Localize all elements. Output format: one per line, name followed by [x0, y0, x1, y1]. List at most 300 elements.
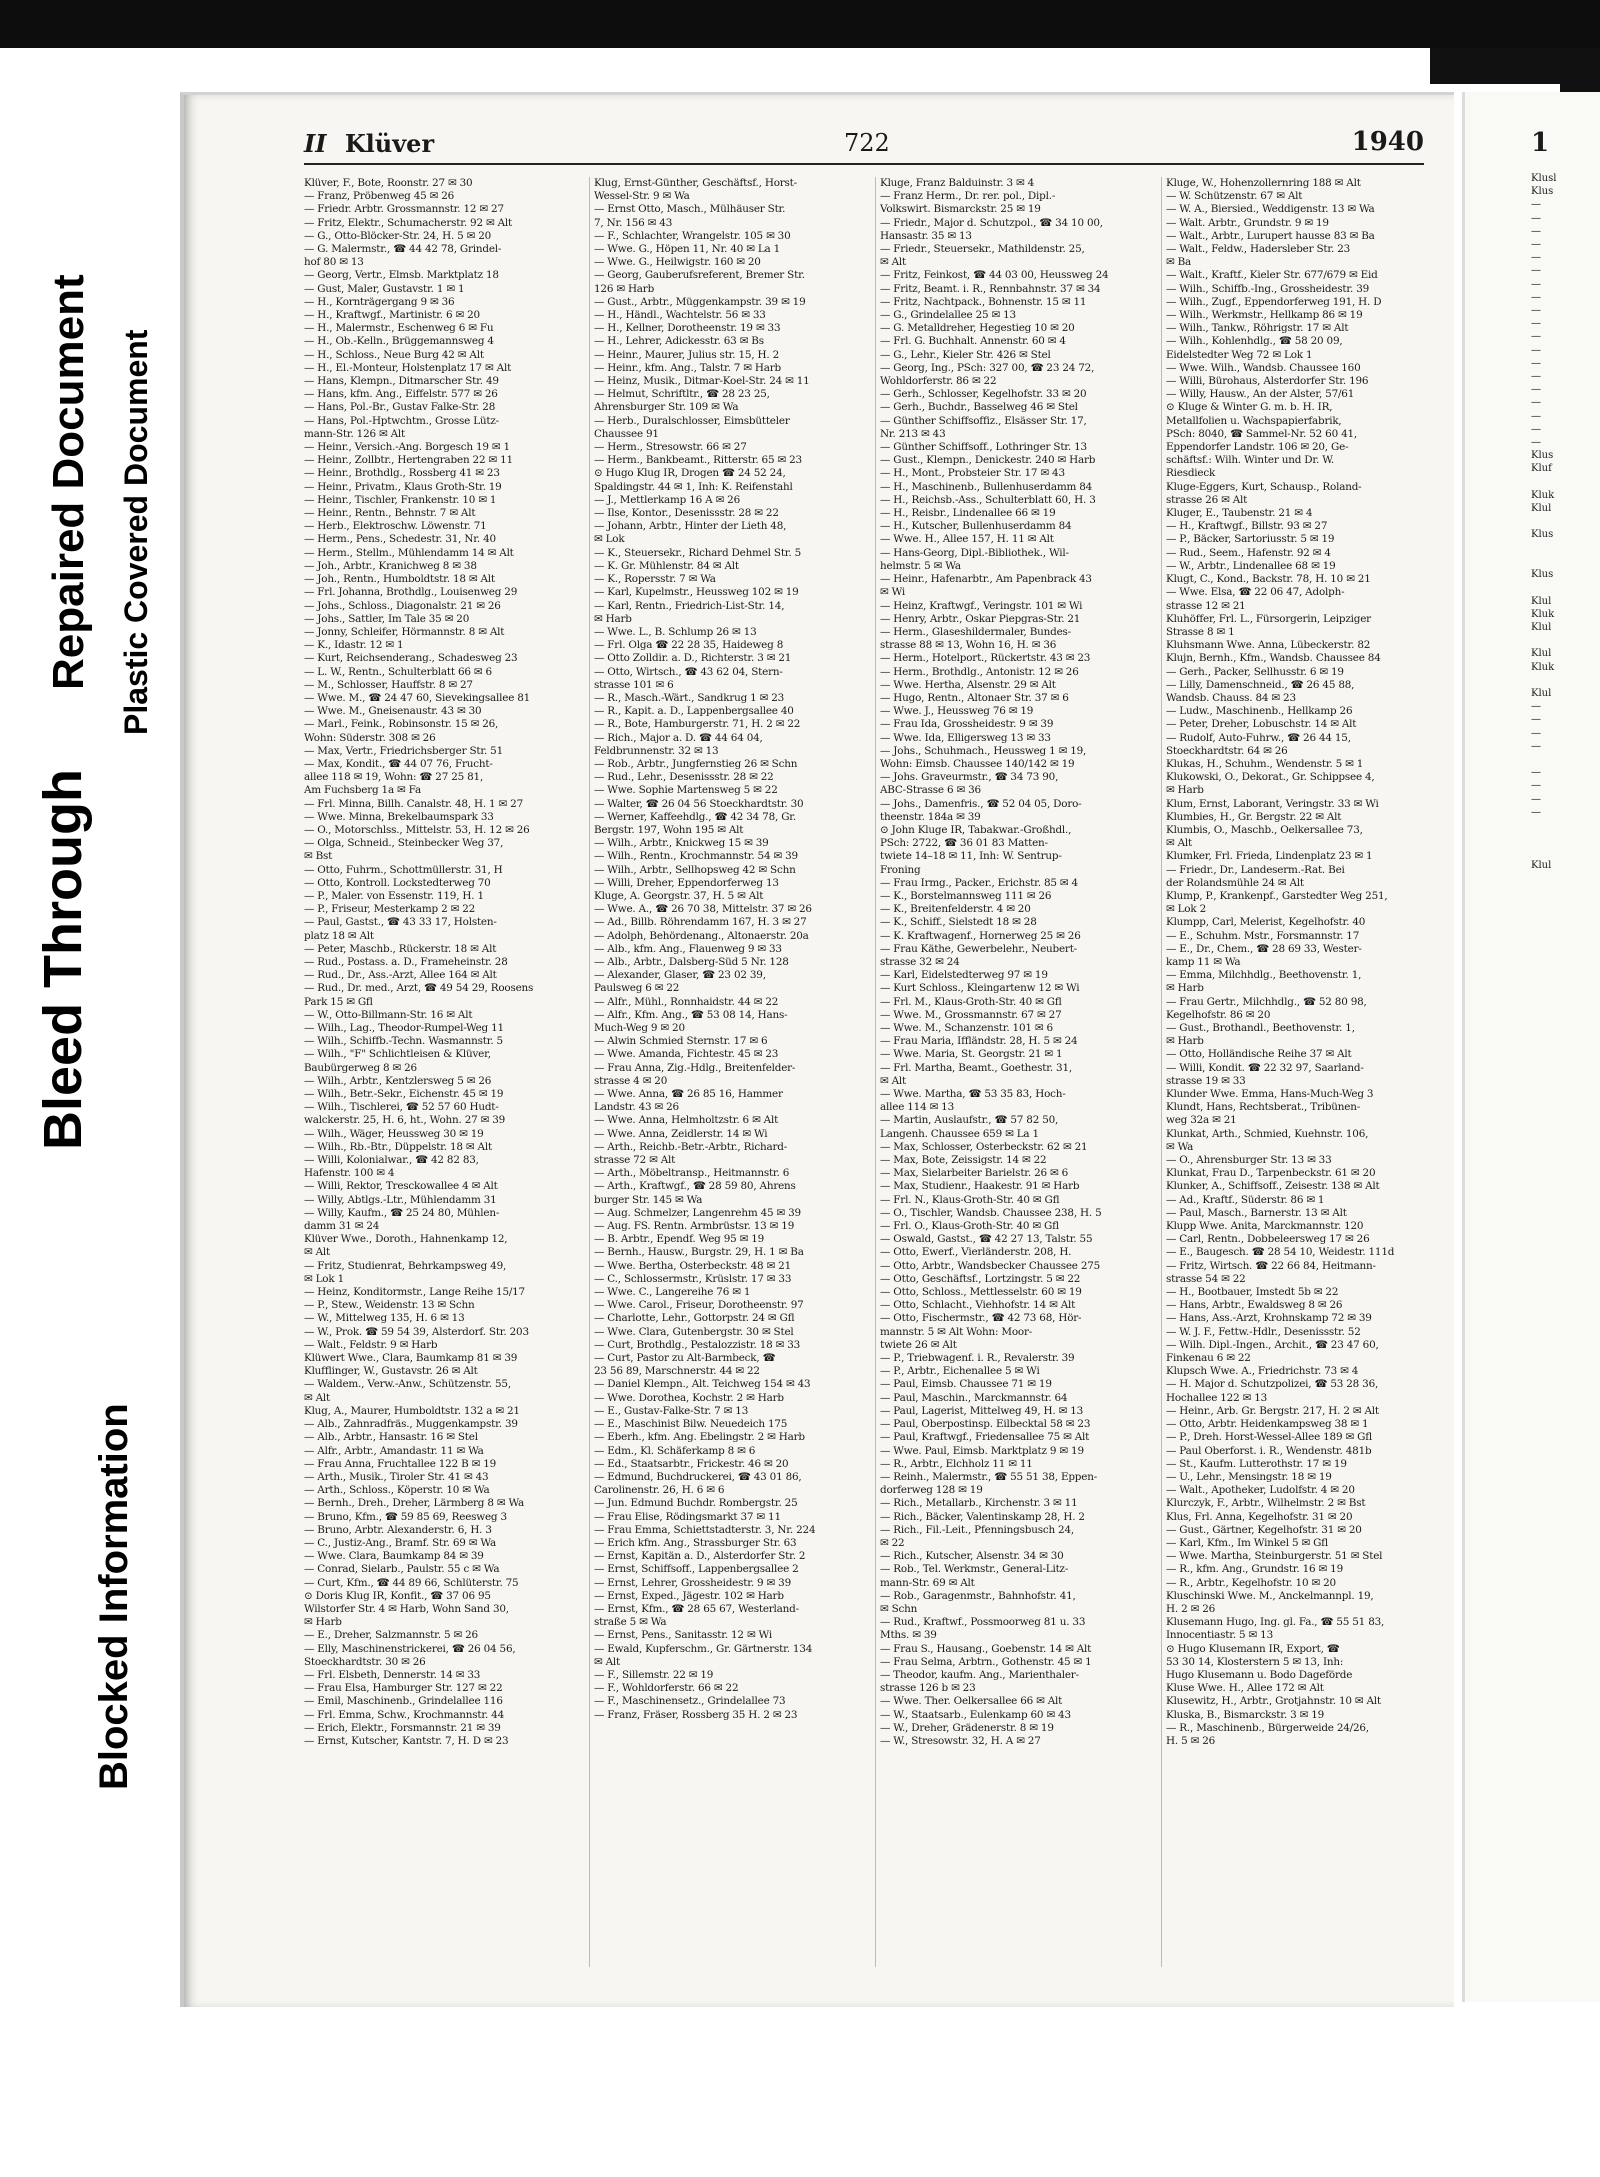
adjacent-page-column — [1531, 172, 1600, 1952]
listing-entry: ABC-Strasse 6 ✉ 36 — [880, 784, 981, 797]
listing-entry: — Wilh., Werkmstr., Hellkamp 86 ✉ 19 — [1166, 309, 1363, 322]
listing-entry: — B. Arbtr., Ependf. Weg 95 ✉ 19 — [594, 1233, 765, 1246]
adjacent-entry: — — [1531, 727, 1541, 739]
listing-entry: — L. W., Rentn., Schulterblatt 66 ✉ 6 — [304, 665, 492, 678]
listing-entry: — Paul, Maschin., Marckmannstr. 64 — [880, 1391, 1068, 1404]
listing-entry: — St., Kaufm. Lutterothstr. 17 ✉ 19 — [1166, 1457, 1347, 1470]
directory-page — [180, 92, 1454, 2007]
listing-entry: — Daniel Klempn., Alt. Teichweg 154 ✉ 43 — [594, 1378, 811, 1391]
listing-entry: — Willi, Bürohaus, Alsterdorfer Str. 196 — [1166, 375, 1369, 388]
listing-entry: — Franz Herm., Dr. rer. pol., Dipl.- — [880, 190, 1056, 203]
listing-entry: Wandsb. Chauss. 84 ✉ 23 — [1166, 691, 1296, 704]
listing-entry: PSch: 2722, ☎ 36 01 83 Matten- — [880, 837, 1048, 850]
listing-entry: — Wilh., Schiffb.-Ing., Grossheidestr. 39 — [1166, 282, 1370, 295]
listing-entry: — Wwe. Anna, Zeidlerstr. 14 ✉ Wi — [594, 1127, 768, 1140]
listing-entry: Klunker, A., Schiffsoff., Zeisestr. 138 ✉ Alt — [1166, 1180, 1380, 1193]
listing-entry: — Wwe. Wilh., Wandsb. Chaussee 160 — [1166, 361, 1361, 374]
listing-entry: Riesdieck — [1166, 467, 1216, 480]
listing-entry: Nr. 213 ✉ 43 — [880, 427, 946, 440]
listing-entry: — Wwe. Maria, St. Georgstr. 21 ✉ 1 — [880, 1048, 1063, 1061]
listing-entry: Klus, Frl. Anna, Kegelhofstr. 31 ✉ 20 — [1166, 1510, 1353, 1523]
listing-entry: — Rudolf, Auto-Fuhrw., ☎ 26 44 15, — [1166, 731, 1351, 744]
listing-entry: — Walt., Kraftf., Kieler Str. 677/679 ✉ Eid — [1166, 269, 1378, 282]
listing-entry: — Arth., Möbeltransp., Heitmannstr. 6 — [594, 1167, 790, 1180]
listing-entry: — Rich., Major a. D. ☎ 44 64 04, — [594, 731, 763, 744]
listing-entry: — Fritz, Studienrat, Behrkampsweg 49, — [304, 1259, 507, 1272]
listing-entry: — Rud., Dr., Ass.-Arzt, Allee 164 ✉ Alt — [304, 969, 497, 982]
listing-entry: — Rud., Postass. a. D., Frameheinstr. 28 — [304, 955, 508, 968]
listing-entry: — Hans, Pol.-Br., Gustav Falke-Str. 28 — [304, 401, 496, 414]
listing-entry: Kluska, B., Bismarckstr. 3 ✉ 19 — [1166, 1708, 1325, 1721]
adjacent-entry: Klul — [1531, 595, 1552, 607]
listing-entry: — Rob., Tel. Werkmstr., General-Litz- — [880, 1563, 1069, 1576]
listing-entry: — Martin, Auslaufstr., ☎ 57 82 50, — [880, 1114, 1059, 1127]
column-2 — [589, 177, 871, 1967]
listing-entry: — Otto, Holländische Reihe 37 ✉ Alt — [1166, 1048, 1352, 1061]
listing-entry: ✉ Bst — [304, 850, 333, 863]
listing-entry: — Wilh., Rentn., Krochmannstr. 54 ✉ 39 — [594, 850, 798, 863]
listing-entry: ✉ Lok 2 — [1166, 903, 1206, 916]
listing-entry: — Ernst, Kapitän a. D., Alsterdorfer Str. 2 — [594, 1550, 806, 1563]
listing-entry: Eidelstedter Weg 72 ✉ Lok 1 — [1166, 348, 1313, 361]
listing-entry: — Wilh., Arbtr., Kentzlersweg 5 ✉ 26 — [304, 1074, 492, 1087]
listing-entry: ✉ Harb — [594, 612, 632, 625]
adjacent-entry: — — [1531, 437, 1541, 449]
listing-entry: mann-Str. 126 ✉ Alt — [304, 427, 406, 440]
listing-entry: — Alwin Schmied Sternstr. 17 ✉ 6 — [594, 1035, 768, 1048]
listing-entry: — Joh., Rentn., Humboldtstr. 18 ✉ Alt — [304, 573, 495, 586]
listing-entry: — Ad., Kraftf., Süderstr. 86 ✉ 1 — [1166, 1193, 1325, 1206]
listing-entry: — Otto, Schlacht., Viehhofstr. 14 ✉ Alt — [880, 1299, 1076, 1312]
adjacent-entry: — — [1531, 410, 1541, 422]
listing-entry: — Wwe. Martha, Steinburgerstr. 51 ✉ Stel — [1166, 1550, 1383, 1563]
listing-entry: — Georg, Ing., PSch: 327 00, ☎ 23 24 72, — [880, 361, 1095, 374]
listing-entry: — Gerh., Schlosser, Kegelhofstr. 33 ✉ 20 — [880, 388, 1087, 401]
listing-entry: — H., Reichsb.-Ass., Schulterblatt 60, H. 3 — [880, 493, 1096, 506]
listing-entry: — Aug. Schmelzer, Langenrehm 45 ✉ 39 — [594, 1206, 801, 1219]
listing-entry: ⊙ Hugo Klusemann IR, Export, ☎ — [1166, 1642, 1340, 1655]
listing-entry: Klumpp, Carl, Melerist, Kegelhofstr. 40 — [1166, 916, 1366, 929]
listing-entry: — Heinr., Maurer, Julius str. 15, H. 2 — [594, 348, 779, 361]
listing-entry: — P., Maler. von Essenstr. 119, H. 1 — [304, 889, 484, 902]
listing-entry: — G. Metalldreher, Hegestieg 10 ✉ 20 — [880, 322, 1075, 335]
listing-entry: — Curt, Pastor zu Alt-Barmbeck, ☎ — [594, 1352, 776, 1365]
listing-entry: — Heinr., kfm. Ang., Talstr. 7 ✉ Harb — [594, 361, 781, 374]
listing-entry: Kluger, E., Taubenstr. 21 ✉ 4 — [1166, 507, 1313, 520]
listing-entry: — Henry, Arbtr., Oskar Piepgras-Str. 21 — [880, 612, 1081, 625]
listing-entry: strasse 4 ✉ 20 — [594, 1074, 668, 1087]
listing-entry: — Wwe. Amanda, Fichtestr. 45 ✉ 23 — [594, 1048, 779, 1061]
listing-entry: — Conrad, Sielarb., Paulstr. 55 c ✉ Wa — [304, 1563, 500, 1576]
listing-entry: — Edm., Kl. Schäferkamp 8 ✉ 6 — [594, 1444, 756, 1457]
listing-entry: damm 31 ✉ 24 — [304, 1220, 380, 1233]
adjacent-entry — [1531, 819, 1600, 832]
listing-entry: — H., Ob.-Kelln., Brüggemannsweg 4 — [304, 335, 494, 348]
listing-entry: — Max, Bote, Zeissigstr. 14 ✉ 22 — [880, 1154, 1047, 1167]
listing-entry: — Hans, kfm. Ang., Eiffelstr. 577 ✉ 26 — [304, 388, 498, 401]
adjacent-entry: — — [1531, 225, 1541, 237]
listing-entry: — F., Schlachter, Wrangelstr. 105 ✉ 30 — [594, 229, 791, 242]
listing-entry: — Eberh., kfm. Ang. Ebelingstr. 2 ✉ Harb — [594, 1431, 805, 1444]
listing-entry: — Heinz, Musik., Ditmar-Koel-Str. 24 ✉ 11 — [594, 375, 810, 388]
listing-entry: — F., Sillemstr. 22 ✉ 19 — [594, 1668, 714, 1681]
column-3 — [875, 177, 1157, 1967]
listing-entry: — Herb., Elektroschw. Löwenstr. 71 — [304, 520, 487, 533]
listing-entry: weg 32a ✉ 21 — [1166, 1114, 1237, 1127]
listing-entry: — Walt., Arbtr., Lurupert hausse 83 ✉ Ba — [1166, 229, 1375, 242]
adjacent-entry: Klus — [1531, 186, 1554, 198]
listing-entry: — H., El.-Monteur, Holstenplatz 17 ✉ Alt — [304, 361, 512, 374]
listing-entry: — Jun. Edmund Buchdr. Rombergstr. 25 — [594, 1497, 798, 1510]
listing-entry: — Paul, Gastst., ☎ 43 33 17, Holsten- — [304, 916, 497, 929]
listing-entry: — Wwe. A., ☎ 26 70 38, Mittelstr. 37 ✉ 26 — [594, 903, 812, 916]
adjacent-entry: — — [1531, 780, 1541, 792]
adjacent-entry: — — [1531, 318, 1541, 330]
listing-entry: — Helmut, Schriftltr., ☎ 28 23 25, — [594, 388, 770, 401]
listing-entry: — W. J. F., Fettw.-Hdlr., Desenissstr. 52 — [1166, 1325, 1361, 1338]
listing-entry: — P., Arbtr., Eichenallee 5 ✉ Wi — [880, 1365, 1040, 1378]
listing-entry: Klump, P., Krankenpf., Garstedter Weg 251, — [1166, 889, 1388, 902]
listing-entry: Kluse Wwe. H., Allee 172 ✉ Alt — [1166, 1682, 1324, 1695]
listing-entry: strasse 101 ✉ 6 — [594, 678, 674, 691]
adjacent-entry: — — [1531, 239, 1541, 251]
listing-entry: walckerstr. 25, H. 6, ht., Wohn. 27 ✉ 39 — [304, 1114, 506, 1127]
listing-entry: — F., Wohldorferstr. 66 ✉ 22 — [594, 1682, 739, 1695]
listing-entry: — Frl. Martha, Beamt., Goethestr. 31, — [880, 1061, 1072, 1074]
listing-entry: — Ludw., Maschinenb., Hellkamp 26 — [1166, 705, 1353, 718]
listing-entry: — W. Schützenstr. 67 ✉ Alt — [1166, 190, 1303, 203]
listing-entry: — Rob., Arbtr., Jungfernstieg 26 ✉ Schn — [594, 757, 798, 770]
listing-entry: — Rud., Dr. med., Arzt, ☎ 49 54 29, Roosens — [304, 982, 534, 995]
listing-entry: Klukowski, O., Dekorat., Gr. Schippsee 4, — [1166, 771, 1375, 784]
listing-entry: strasse 88 ✉ 13, Wohn 16, H. ✉ 36 — [880, 639, 1057, 652]
listing-entry: — Frau Maria, Iffländstr. 28, H. 5 ✉ 24 — [880, 1035, 1078, 1048]
listing-entry: — E., Gustav-Falke-Str. 7 ✉ 13 — [594, 1404, 749, 1417]
listing-entry: Hansastr. 35 ✉ 13 — [880, 229, 972, 242]
listing-entry: — R., Kapit. a. D., Lappenbergsallee 40 — [594, 705, 794, 718]
listing-entry: — Joh., Arbtr., Kranichweg 8 ✉ 38 — [304, 559, 477, 572]
listing-entry: — Jonny, Schleifer, Hörmannstr. 8 ✉ Alt — [304, 625, 505, 638]
listing-entry: — Karl, Rentn., Friedrich-List-Str. 14, — [594, 599, 785, 612]
listing-entry: ✉ Harb — [1166, 784, 1204, 797]
listing-entry: Bergstr. 197, Wohn 195 ✉ Alt — [594, 823, 744, 836]
adjacent-entry: Klul — [1531, 859, 1552, 871]
listing-entry: — Wwe. Sophie Martensweg 5 ✉ 22 — [594, 784, 778, 797]
listing-entry: — Otto, Arbtr., Wandsbecker Chaussee 275 — [880, 1259, 1101, 1272]
listing-entry: — Erich kfm. Ang., Strassburger Str. 63 — [594, 1536, 797, 1549]
listing-entry: — Fritz, Feinkost, ☎ 44 03 00, Heussweg 24 — [880, 269, 1109, 282]
listing-entry: — M., Schlosser, Hauffstr. 8 ✉ 27 — [304, 678, 473, 691]
listing-entry: — Alb., kfm. Ang., Flauenweg 9 ✉ 33 — [594, 942, 782, 955]
listing-entry: — Günther Schiffsoffiz., Elsässer Str. 17, — [880, 414, 1087, 427]
listing-entry: Klukas, H., Schuhm., Wendenstr. 5 ✉ 1 — [1166, 757, 1364, 770]
listing-entry: — K. Kraftwagenf., Hornerweg 25 ✉ 26 — [880, 929, 1081, 942]
listing-entry: — Wwe. Carol., Friseur, Dorotheenstr. 97 — [594, 1299, 804, 1312]
listing-entry: — H., Malermstr., Eschenweg 6 ✉ Fu — [304, 322, 494, 335]
listing-entry: — Paul Oberforst. i. R., Wendenstr. 481b — [1166, 1444, 1372, 1457]
listing-entry: Klumbies, H., Gr. Bergstr. 22 ✉ Alt — [1166, 810, 1342, 823]
listing-entry: — W. A., Biersied., Weddigenstr. 13 ✉ Wa — [1166, 203, 1375, 216]
listing-entry: Landstr. 43 ✉ 26 — [594, 1101, 679, 1114]
listing-entry: Kluhöffer, Frl. L., Fürsorgerin, Leipziger — [1166, 612, 1371, 625]
listing-entry: — Ernst, Lehrer, Grossheidestr. 9 ✉ 39 — [594, 1576, 791, 1589]
listing-entry: — Paul, Masch., Barnerstr. 13 ✉ Alt — [1166, 1206, 1347, 1219]
listing-entry: — Curt, Brothdlg., Pestalozzistr. 18 ✉ 33 — [594, 1338, 801, 1351]
adjacent-entry: — — [1531, 423, 1541, 435]
listing-entry: — Frl. Johanna, Brothdlg., Louisenweg 29 — [304, 586, 518, 599]
listing-entry: Klunkat, Arth., Schmied, Kuehnstr. 106, — [1166, 1127, 1369, 1140]
listing-entry: Wohn: Süderstr. 308 ✉ 26 — [304, 731, 436, 744]
listing-entry: — E., Schuhm. Mstr., Forsmannstr. 17 — [1166, 929, 1360, 942]
listing-entry: — Fritz, Elektr., Schumacherstr. 92 ✉ Alt — [304, 216, 512, 229]
listing-entry: twiete 26 ✉ Alt — [880, 1338, 957, 1351]
listing-entry: — Wilh., Arbtr., Sellhopsweg 42 ✉ Schn — [594, 863, 796, 876]
adjacent-entry: — — [1531, 278, 1541, 290]
listing-entry: — Frl. Elsbeth, Dennerstr. 14 ✉ 33 — [304, 1668, 481, 1681]
listing-entry: helmstr. 5 ✉ Wa — [880, 559, 961, 572]
listing-entry: — Willi, Kondit. ☎ 22 32 97, Saarland- — [1166, 1061, 1364, 1074]
listing-entry: — Ed., Staatsarbtr., Frickestr. 46 ✉ 20 — [594, 1457, 789, 1470]
listing-entry: Wohn: Eimsb. Chaussee 140/142 ✉ 19 — [880, 757, 1075, 770]
listing-entry: — Wwe. J., Heussweg 76 ✉ 19 — [880, 705, 1034, 718]
listing-entry: — Hans, Klempn., Ditmarscher Str. 49 — [304, 375, 499, 388]
listing-entry: — O., Tischler, Wandsb. Chaussee 238, H. 5 — [880, 1206, 1102, 1219]
listing-entry: — Frau Anna, Zig.-Hdlg., Breitenfelder- — [594, 1061, 796, 1074]
listing-entry: — Otto, Wirtsch., ☎ 43 62 04, Stern- — [594, 665, 783, 678]
adjacent-entry: — — [1531, 265, 1541, 277]
listing-entry: — Friedr. Arbtr. Grossmannstr. 12 ✉ 27 — [304, 203, 504, 216]
listing-entry: — Herm., Stresowstr. 66 ✉ 27 — [594, 441, 747, 454]
listing-entry: Kluge, Franz Balduinstr. 3 ✉ 4 — [880, 177, 1035, 189]
listing-entry: 23 56 89, Marschnerstr. 44 ✉ 22 — [594, 1365, 760, 1378]
listing-entry: — Wwe. Ther. Oelkersallee 66 ✉ Alt — [880, 1695, 1063, 1708]
listing-entry: Kluschinski Wwe. M., Anckelmannpl. 19, — [1166, 1589, 1374, 1602]
listing-entry: strasse 32 ✉ 24 — [880, 955, 960, 968]
listing-entry: — G., Lehr., Kieler Str. 426 ✉ Stel — [880, 348, 1051, 361]
adjacent-entry — [1531, 634, 1600, 647]
adjacent-entry — [1531, 581, 1600, 594]
listing-entry: — Heinr., Versich.-Ang. Borgesch 19 ✉ 1 — [304, 441, 510, 454]
scanner-border-top — [0, 0, 1600, 48]
listing-entry: — Ernst, Kutscher, Kantstr. 7, H. D ✉ 23 — [304, 1734, 509, 1747]
listing-entry: Kluge-Eggers, Kurt, Schausp., Roland- — [1166, 480, 1362, 493]
listing-entry: — Wwe. Martha, ☎ 53 35 83, Hoch- — [880, 1088, 1066, 1101]
listing-entry: — Lilly, Damenschneid., ☎ 26 45 88, — [1166, 678, 1355, 691]
listing-entry: — K., Breitenfelderstr. 4 ✉ 20 — [880, 903, 1031, 916]
listing-entry: Spaldingstr. 44 ✉ 1, Inh: K. Reifenstahl — [594, 480, 793, 493]
listing-entry: — Reinh., Malermstr., ☎ 55 51 38, Eppen- — [880, 1470, 1098, 1483]
listing-entry: — Max, Sielarbeiter Barielstr. 26 ✉ 6 — [880, 1167, 1069, 1180]
listing-entry: ✉ Alt — [880, 1074, 907, 1087]
listing-entry: — Heinr., Privatm., Klaus Groth-Str. 19 — [304, 480, 502, 493]
page-number: 722 — [844, 129, 890, 157]
column-4 — [1161, 177, 1443, 1967]
listing-entry: — Hans, Ass.-Arzt, Krohnskamp 72 ✉ 39 — [1166, 1312, 1372, 1325]
adjacent-entry: — — [1531, 291, 1541, 303]
listing-entry: hof 80 ✉ 13 — [304, 256, 364, 269]
listing-entry: H. 2 ✉ 26 — [1166, 1602, 1216, 1615]
adjacent-entry: — — [1531, 806, 1541, 818]
adjacent-entry: Klus — [1531, 569, 1554, 581]
listing-entry: — Hans, Pol.-Hptwchtm., Grosse Lütz- — [304, 414, 499, 427]
listing-entry: Innocentiastr. 5 ✉ 13 — [1166, 1629, 1273, 1642]
listing-entry: — Wwe. Clara, Gutenbergstr. 30 ✉ Stel — [594, 1325, 794, 1338]
listing-entry: — Hugo, Rentn., Altonaer Str. 37 ✉ 6 — [880, 691, 1069, 704]
listing-entry: — Otto, Fischermstr., ☎ 42 73 68, Hör- — [880, 1312, 1082, 1325]
listing-entry: — Gerh., Packer, Sellhusstr. 6 ✉ 19 — [1166, 665, 1344, 678]
listing-entry: — Wwe. Dorothea, Kochstr. 2 ✉ Harb — [594, 1391, 784, 1404]
listing-entry: ✉ Alt — [594, 1655, 621, 1668]
listing-entry: — H., Händl., Wachtelstr. 56 ✉ 33 — [594, 309, 766, 322]
listing-entry: Kluhsmann Wwe. Anna, Lübeckerstr. 82 — [1166, 639, 1371, 652]
adjacent-entry — [1531, 476, 1600, 489]
listing-entry: — Arth., Reichb.-Betr.-Arbtr., Richard- — [594, 1140, 788, 1153]
listing-entry: Ahrensburger Str. 109 ✉ Wa — [594, 401, 739, 414]
listing-entry: Hafenstr. 100 ✉ 4 — [304, 1167, 395, 1180]
listing-entry: — Hans-Georg, Dipl.-Bibliothek., Wil- — [880, 546, 1069, 559]
adjacent-entry: Klul — [1531, 648, 1552, 660]
label-plastic-covered: Plastic Covered Document — [118, 329, 154, 735]
listing-entry: — Johs. Graveurmstr., ☎ 34 73 90, — [880, 771, 1059, 784]
listing-entry: — Arth., Musik., Tiroler Str. 41 ✉ 43 — [304, 1470, 489, 1483]
listing-entry: — K., Ropersstr. 7 ✉ Wa — [594, 573, 716, 586]
listing-entry: — Gerh., Buchdr., Basselweg 46 ✉ Stel — [880, 401, 1078, 414]
listing-entry: — J., Mettlerkamp 16 A ✉ 26 — [594, 493, 740, 506]
listing-entry: — Wilh., Schiffb.-Techn. Wasmannstr. 5 — [304, 1035, 503, 1048]
header-name: Klüver — [344, 129, 435, 158]
listing-entry: — Walt., Feldw., Hadersleber Str. 23 — [1166, 243, 1351, 256]
listing-entry: Strasse 8 ✉ 1 — [1166, 625, 1235, 638]
adjacent-entry: Kluk — [1531, 661, 1555, 673]
listing-entry: — G. Malermstr., ☎ 44 42 78, Grindel- — [304, 243, 502, 256]
listing-entry: — Alb., Arbtr., Dalsberg-Süd 5 Nr. 128 — [594, 955, 789, 968]
listing-entry: — O., Ahrensburger Str. 13 ✉ 33 — [1166, 1154, 1332, 1167]
listing-entry: 126 ✉ Harb — [594, 282, 655, 295]
listing-entry: — Frau Selma, Arbtrn., Gothenstr. 45 ✉ 1 — [880, 1655, 1092, 1668]
listing-entry: der Rolandsmühle 24 ✉ Alt — [1166, 876, 1304, 889]
listing-entry: Kluge, W., Hohenzollernring 188 ✉ Alt — [1166, 177, 1361, 189]
listing-entry: — Ernst, Exped., Jägestr. 102 ✉ Harb — [594, 1589, 784, 1602]
listing-entry: — Frau Käthe, Gewerbelehr., Neubert- — [880, 942, 1077, 955]
listing-entry: — Werner, Kaffeehdlg., ☎ 42 34 78, Gr. — [594, 810, 797, 823]
listing-entry: Klusewitz, H., Arbtr., Grotjahnstr. 10 ✉ Alt — [1166, 1695, 1381, 1708]
listing-entry: — Frl. Olga ☎ 22 28 35, Haideweg 8 — [594, 639, 784, 652]
listing-entry: — Max, Schlosser, Osterbeckstr. 62 ✉ 21 — [880, 1140, 1088, 1153]
listing-entry: — Otto, Arbtr. Heidenkampsweg 38 ✉ 1 — [1166, 1418, 1369, 1431]
listing-entry: — Wilh., Lag., Theodor-Rumpel-Weg 11 — [304, 1022, 504, 1034]
listing-entry: — Walter, ☎ 26 04 56 Stoeckhardtstr. 30 — [594, 797, 804, 810]
listing-entry: — Frau Gertr., Milchhdlg., ☎ 52 80 98, — [1166, 995, 1367, 1008]
listing-entry: — Emma, Milchhdlg., Beethovenstr. 1, — [1166, 969, 1362, 982]
listing-entry: — W., Otto-Billmann-Str. 16 ✉ Alt — [304, 1008, 473, 1021]
listing-entry: — P., Friseur, Mesterkamp 2 ✉ 22 — [304, 903, 476, 916]
column-1 — [304, 177, 581, 1967]
listing-entry: — Johs., Sattler, Im Tale 35 ✉ 20 — [304, 612, 470, 625]
listing-entry: Chaussee 91 — [594, 427, 659, 440]
listing-entry: ⊙ Kluge & Winter G. m. b. H. IR, — [1166, 401, 1333, 414]
listing-entry: — Curt, Kfm., ☎ 44 89 66, Schlüterstr. 75 — [304, 1576, 519, 1589]
listing-entry: — C., Schlossermstr., Krüslstr. 17 ✉ 33 — [594, 1272, 792, 1285]
listing-entry: — Olga, Schneid., Steinbecker Weg 37, — [304, 837, 504, 850]
listing-entry: ✉ Schn — [880, 1602, 918, 1615]
listing-entry: — Paul, Oberpostinsp. Eilbecktal 58 ✉ 23 — [880, 1418, 1091, 1431]
listing-entry: — R., Masch.-Wärt., Sandkrug 1 ✉ 23 — [594, 691, 785, 704]
listing-entry: — Gust., Brothandl., Beethovenstr. 1, — [1166, 1022, 1355, 1034]
listing-entry: — Frau Anna, Fruchtallee 122 B ✉ 19 — [304, 1457, 497, 1470]
listing-entry: — Johs., Schloss., Diagonalstr. 21 ✉ 26 — [304, 599, 501, 612]
listing-entry: — Gust., Arbtr., Müggenkampstr. 39 ✉ 19 — [594, 295, 806, 308]
listing-entry: PSch: 8040, ☎ Sammel-Nr. 52 60 41, — [1166, 427, 1358, 440]
listing-entry: — Heinz, Kraftwgf., Veringstr. 101 ✉ Wi — [880, 599, 1083, 612]
listing-entry: — Otto, Kontroll. Lockstedterweg 70 — [304, 876, 491, 889]
listing-entry: — Max, Studienr., Haakestr. 91 ✉ Harb — [880, 1180, 1080, 1193]
listing-entry: — R., Arbtr., Elchholz 11 ✉ 11 — [880, 1457, 1033, 1470]
listing-entry: 7, Nr. 156 ✉ 43 — [594, 216, 673, 229]
listing-entry: — Wilh., Tischlerei, ☎ 52 57 60 Hudt- — [304, 1101, 499, 1114]
listing-entry: — Gust., Gärtner, Kegelhofstr. 31 ✉ 20 — [1166, 1523, 1362, 1536]
listing-entry: — Walt., Feldstr. 9 ✉ Harb — [304, 1338, 438, 1351]
listing-entry: — Kurt, Reichsenderang., Schadesweg 23 — [304, 652, 518, 665]
listing-entry: theenstr. 184a ✉ 39 — [880, 810, 981, 823]
listing-entry: — Wwe. M., Gneisenaustr. 43 ✉ 30 — [304, 705, 482, 718]
listing-entry: — P., Dreh. Horst-Wessel-Allee 189 ✉ Gfl — [1166, 1431, 1372, 1444]
listing-entry: — Ilse, Kontor., Desenissstr. 28 ✉ 22 — [594, 507, 779, 520]
listing-entry: Klumbis, O., Maschb., Oelkersallee 73, — [1166, 823, 1363, 836]
listing-entry: — Johs., Damenfris., ☎ 52 04 05, Doro- — [880, 797, 1082, 810]
listing-entry: — W., Prok. ☎ 59 54 39, Alsterdorf. Str. 203 — [304, 1325, 529, 1338]
listing-entry: — Frau Elsa, Hamburger Str. 127 ✉ 22 — [304, 1682, 503, 1695]
listing-entry: — P., Triebwagenf. i. R., Revalerstr. 39 — [880, 1352, 1075, 1365]
listing-entry: — Kurt Schloss., Kleingartenw 12 ✉ Wi — [880, 982, 1080, 995]
listing-entry: — Rud., Kraftwf., Possmoorweg 81 u. 33 — [880, 1616, 1086, 1629]
listing-entry: strasse 126 b ✉ 23 — [880, 1682, 976, 1695]
listing-entry: — Ernst, Pens., Sanitasstr. 12 ✉ Wi — [594, 1629, 772, 1642]
adjacent-entry — [1531, 515, 1600, 528]
listing-entry: — Frau Irmg., Packer., Erichstr. 85 ✉ 4 — [880, 876, 1078, 889]
listing-entry: — Willi, Dreher, Eppendorferweg 13 — [594, 876, 779, 889]
listing-entry: — Otto, Schloss., Mettlesselstr. 60 ✉ 19 — [880, 1286, 1082, 1299]
adjacent-entry: — — [1531, 384, 1541, 396]
listing-entry: Klug, A., Maurer, Humboldtstr. 132 a ✉ 21 — [304, 1404, 520, 1417]
listing-entry: — Friedr., Major d. Schutzpol., ☎ 34 10 00, — [880, 216, 1103, 229]
listing-entry: — Alfr., Kfm. Ang., ☎ 53 08 14, Hans- — [594, 1008, 788, 1021]
listing-entry: ✉ Alt — [304, 1391, 331, 1404]
listing-entry: — Bernh., Dreh., Dreher, Lärmberg 8 ✉ Wa — [304, 1497, 525, 1510]
listing-entry: — Wilh., Rb.-Btr., Düppelstr. 18 ✉ Alt — [304, 1140, 492, 1153]
listing-entry: burger Str. 145 ✉ Wa — [594, 1193, 703, 1206]
listing-entry: ✉ Harb — [1166, 982, 1204, 995]
listing-entry: — W., Mittelweg 135, H. 6 ✉ 13 — [304, 1312, 465, 1325]
listing-entry: Klugt, C., Kond., Backstr. 78, H. 10 ✉ 21 — [1166, 573, 1371, 586]
adjacent-entry: Kluk — [1531, 608, 1555, 620]
listing-entry: — Ewald, Kupferschm., Gr. Gärtnerstr. 134 — [594, 1642, 813, 1655]
listing-entry: — Oswald, Gastst., ☎ 42 27 13, Talstr. 55 — [880, 1233, 1093, 1246]
listing-entry: — Wwe. Minna, Brekelbaumspark 33 — [304, 810, 494, 823]
adjacent-entry: Kluk — [1531, 489, 1555, 501]
listing-entry: — Alfr., Arbtr., Amandastr. 11 ✉ Wa — [304, 1444, 484, 1457]
listing-entry: — H., Kellner, Dorotheenstr. 19 ✉ 33 — [594, 322, 781, 335]
listing-entry: — Wilh., Wäger, Heussweg 30 ✉ 19 — [304, 1127, 484, 1140]
adjacent-entry: Klul — [1531, 503, 1552, 515]
listing-entry: — R., Arbtr., Kegelhofstr. 10 ✉ 20 — [1166, 1576, 1336, 1589]
listing-entry: kamp 11 ✉ Wa — [1166, 955, 1241, 968]
listing-entry: — Wwe. Paul, Eimsb. Marktplatz 9 ✉ 19 — [880, 1444, 1084, 1457]
listing-entry: — Wwe. M., Schanzenstr. 101 ✉ 6 — [880, 1022, 1053, 1034]
listing-entry: — Elly, Maschinenstrickerei, ☎ 26 04 56, — [304, 1642, 516, 1655]
adjacent-entry: — — [1531, 714, 1541, 726]
adjacent-entry — [1531, 845, 1600, 858]
listing-entry: — Charlotte, Lehr., Gottorpstr. 24 ✉ Gfl — [594, 1312, 795, 1325]
